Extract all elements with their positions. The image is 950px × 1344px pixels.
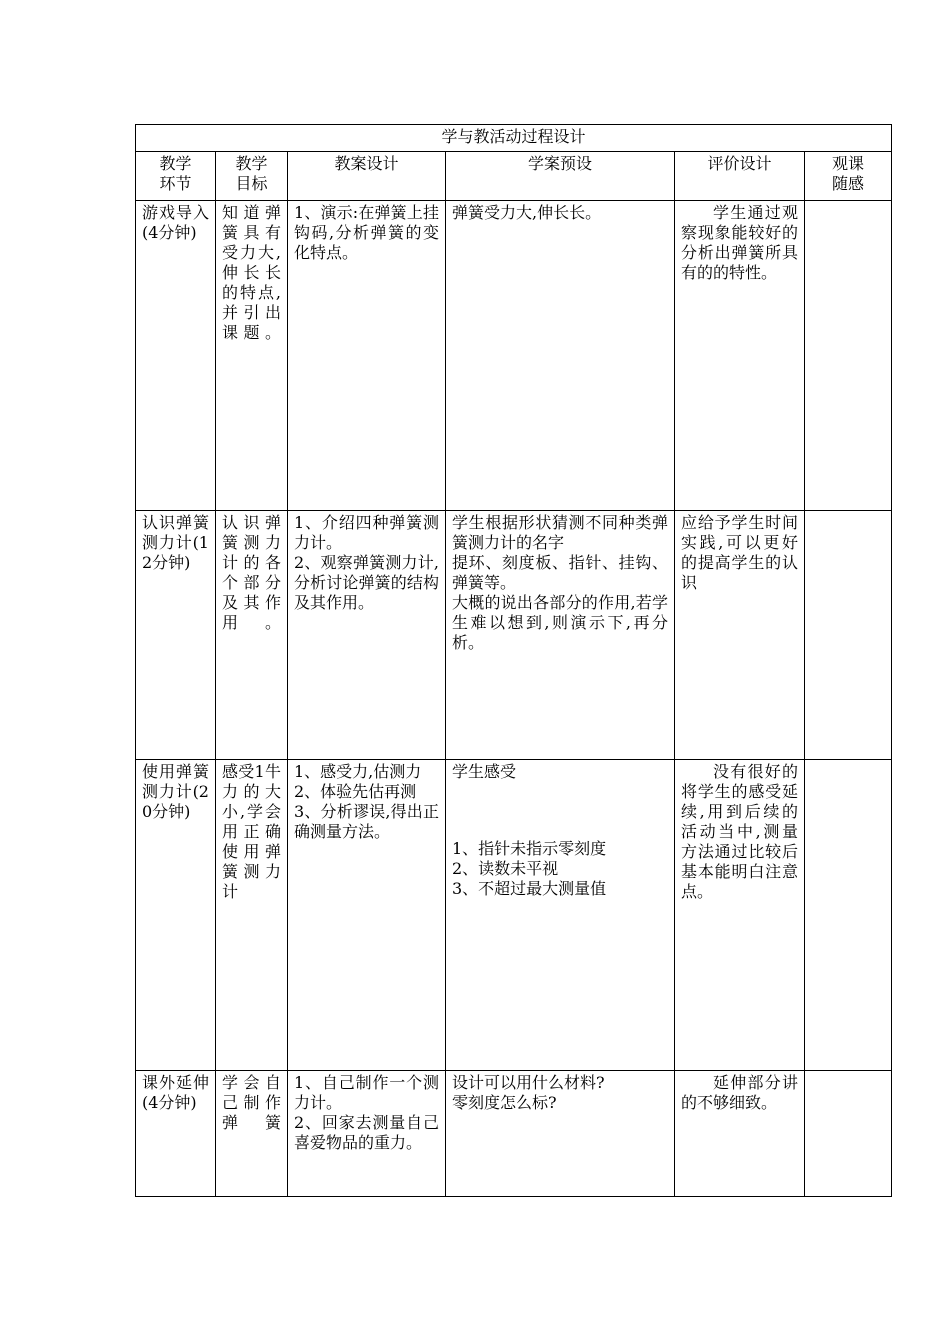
goal-cell: 学会自己制作弹簧 xyxy=(216,1071,288,1197)
learning-cell: 学生根据形状猜测不同种类弹簧测力计的名字 提环、刻度板、指针、挂钩、弹簧等。 大概的说出各部分的作用,若学生难以想到,则演示下,再分析。 xyxy=(446,511,675,760)
evaluation-cell: 应给予学生时间实践,可以更好的提高学生的认识 xyxy=(675,511,805,760)
stage-cell: 使用弹簧测力计(20分钟) xyxy=(136,760,216,1071)
stage-cell: 游戏导入(4分钟) xyxy=(136,201,216,511)
learning-cell: 学生感受 1、指针未指示零刻度 2、读数未平视 3、不超过最大测量值 xyxy=(446,760,675,1071)
header-evaluation: 评价设计 xyxy=(675,152,805,201)
learning-cell: 设计可以用什么材料? 零刻度怎么标? xyxy=(446,1071,675,1197)
goal-cell: 知道弹簧具有受力大,伸长长的特点,并引出课题。 xyxy=(216,201,288,511)
stage-cell: 课外延伸(4分钟) xyxy=(136,1071,216,1197)
evaluation-cell: 延伸部分讲的不够细致。 xyxy=(675,1071,805,1197)
activity-process-table xyxy=(135,124,892,1197)
goal-cell: 认识弹簧测力计的各个部分及其作用。 xyxy=(216,511,288,760)
table-row xyxy=(136,1071,892,1197)
header-teaching-plan: 教案设计 xyxy=(288,152,446,201)
stage-cell: 认识弹簧测力计(12分钟) xyxy=(136,511,216,760)
header-goal: 教学 目标 xyxy=(216,152,288,201)
goal-cell: 感受1牛力的大小,学会用正确使用弹簧测力计 xyxy=(216,760,288,1071)
header-row xyxy=(136,152,892,201)
teaching-cell: 1、自己制作一个测力计。 2、回家去测量自己喜爱物品的重力。 xyxy=(288,1071,446,1197)
teaching-cell: 1、感受力,估测力 2、体验先估再测 3、分析谬误,得出正确测量方法。 xyxy=(288,760,446,1071)
teaching-cell: 1、介绍四种弹簧测力计。 2、观察弹簧测力计,分析讨论弹簧的结构及其作用。 xyxy=(288,511,446,760)
observation-cell xyxy=(805,511,892,760)
observation-cell xyxy=(805,1071,892,1197)
learning-cell: 弹簧受力大,伸长长。 xyxy=(446,201,675,511)
evaluation-cell: 学生通过观察现象能较好的分析出弹簧所具有的的特性。 xyxy=(675,201,805,511)
observation-cell xyxy=(805,201,892,511)
evaluation-cell: 没有很好的将学生的感受延续,用到后续的活动当中,测量方法通过比较后基本能明白注意点。 xyxy=(675,760,805,1071)
table-title: 学与教活动过程设计 xyxy=(136,125,892,152)
table-row xyxy=(136,201,892,511)
header-stage: 教学 环节 xyxy=(136,152,216,201)
table-row xyxy=(136,511,892,760)
observation-cell xyxy=(805,760,892,1071)
table-row xyxy=(136,760,892,1071)
header-learning-plan: 学案预设 xyxy=(446,152,675,201)
teaching-cell: 1、演示:在弹簧上挂钩码,分析弹簧的变化特点。 xyxy=(288,201,446,511)
header-observation: 观课 随感 xyxy=(805,152,892,201)
